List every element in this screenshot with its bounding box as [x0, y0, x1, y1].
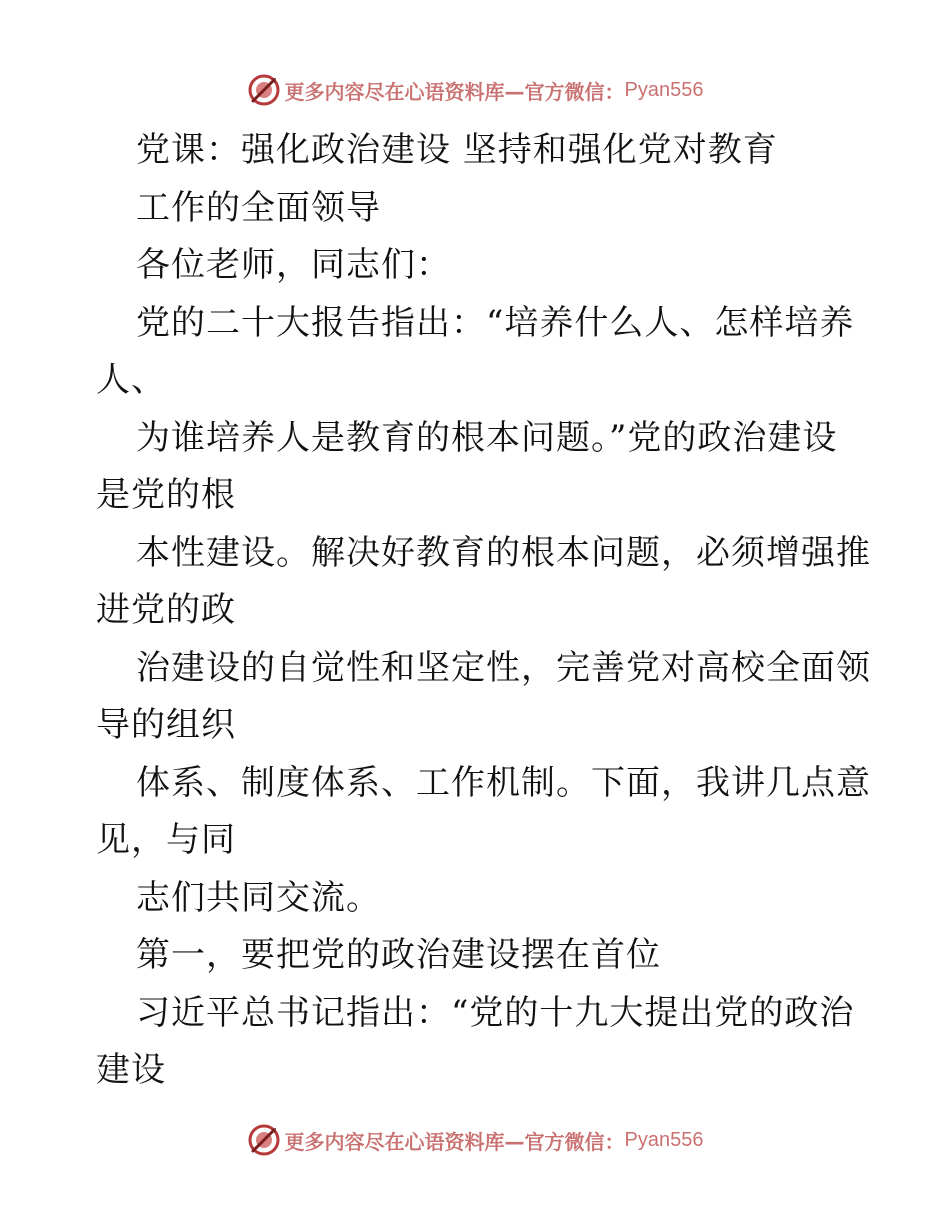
document-line: 党的二十大报告指出：“培养什么人、怎样培养 — [136, 302, 855, 343]
footer-banner — [0, 1120, 950, 1160]
document-line: 人、 — [96, 360, 166, 400]
document-line: 习近平总书记指出：“党的十九大提出党的政治 — [136, 992, 855, 1033]
document-line: 建设 — [96, 1050, 166, 1090]
document-line: 第一，要把党的政治建设摆在首位 — [136, 935, 661, 975]
banner-handle: Pyan556 — [624, 78, 704, 101]
banner-handle: Pyan556 — [624, 1128, 704, 1151]
logo-icon — [247, 1123, 281, 1157]
document-line: 工作的全面领导 — [136, 187, 381, 228]
document-body — [96, 122, 871, 1100]
document-line: 治建设的自觉性和坚定性，完善党对高校全面领 — [136, 647, 871, 688]
document-line: 是党的根 — [96, 475, 236, 515]
document-line: 本性建设。解决好教育的根本问题，必须增强推 — [136, 532, 871, 573]
document-line: 为谁培养人是教育的根本问题。”党的政治建设 — [136, 417, 838, 458]
document-line: 党课：强化政治建设 坚持和强化党对教育 — [136, 130, 778, 170]
banner-text: 更多内容尽在心语资料库—官方微信： — [284, 79, 625, 104]
header-banner — [0, 70, 950, 110]
document-line: 各位老师，同志们： — [136, 245, 451, 285]
document-line: 导的组织 — [96, 705, 236, 745]
document-line: 见，与同 — [96, 820, 236, 860]
document-line: 体系、制度体系、工作机制。下面，我讲几点意 — [136, 762, 871, 803]
document-line: 进党的政 — [96, 590, 236, 630]
document-line: 志们共同交流。 — [136, 877, 381, 918]
banner-text: 更多内容尽在心语资料库—官方微信： — [284, 1129, 625, 1154]
logo-icon — [247, 73, 281, 107]
